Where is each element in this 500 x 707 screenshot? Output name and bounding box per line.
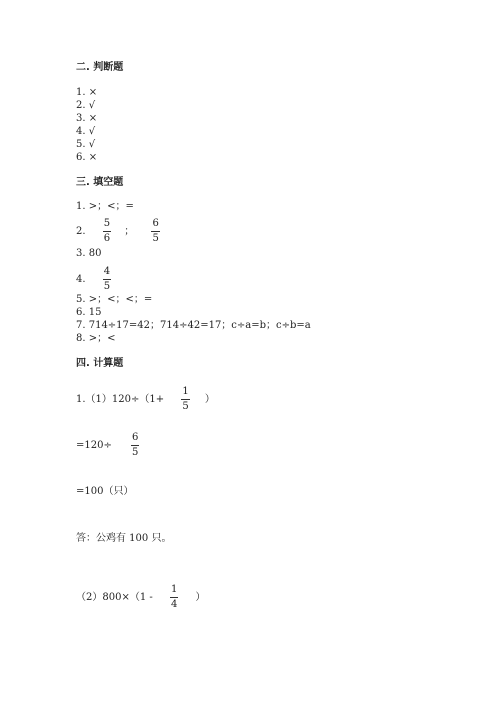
fill-item-6: 6. 15 [76,307,102,318]
calc-line-1-prefix: 1.（1）120÷（1+ [76,394,165,405]
judgement-item-4: 4. √ [76,126,96,137]
fill-item-4-prefix: 4. [76,274,86,285]
fraction-1-4 [170,584,178,611]
fill-item-7: 7. 714÷17=42；714÷42=17；c÷a=b；c÷b=a [76,320,311,331]
fraction-denominator: 6 [103,233,111,244]
judgement-item-1: 1. × [76,87,98,98]
fraction-numerator: 6 [132,432,139,443]
fraction-denominator: 5 [152,233,159,244]
fill-item-2-separator: ； [124,226,135,237]
fill-item-2 [76,218,160,245]
fraction-denominator: 5 [182,401,189,412]
fraction-6-5 [151,218,159,245]
section-heading-fill-blank: 三. 填空题 [76,177,124,188]
calc-line-4-suffix: ） [195,592,206,603]
fraction-bar [151,231,159,232]
calc-line-2-prefix: =120÷ [76,440,112,451]
fill-item-5: 5. >；<；<；= [76,294,153,305]
fraction-6-5-calc [131,432,139,459]
fraction-1-5 [181,386,189,413]
fraction-bar [181,399,189,400]
fill-item-4 [76,266,111,293]
fill-item-8: 8. >；< [76,333,116,344]
fraction-numerator: 5 [103,218,111,229]
fraction-numerator: 4 [103,266,111,277]
fraction-4-5 [103,266,111,293]
calc-line-2 [76,432,139,459]
fraction-bar [103,231,111,232]
section-heading-judgement: 二. 判断题 [76,62,124,73]
fraction-numerator: 1 [182,386,189,397]
fill-item-1: 1. >；<；= [76,201,134,212]
section-heading-calculation: 四. 计算题 [76,358,124,369]
fraction-denominator: 5 [103,281,111,292]
fraction-denominator: 5 [132,447,139,458]
judgement-item-5: 5. √ [76,139,96,150]
judgement-item-2: 2. √ [76,100,96,111]
fraction-numerator: 6 [152,218,159,229]
fraction-denominator: 4 [170,599,178,610]
answer-line: 答：公鸡有 100 只。 [76,533,172,544]
calc-line-1-suffix: ） [204,394,215,405]
fraction-bar [131,445,139,446]
judgement-item-3: 3. × [76,113,98,124]
calc-line-3: =100（只） [76,486,134,497]
fraction-5-6 [103,218,111,245]
fraction-bar [103,279,111,280]
calc-line-1 [76,386,215,413]
calc-line-4-prefix: （2）800×（1 - [76,592,153,603]
fraction-bar [170,597,178,598]
fill-item-2-prefix: 2. [76,226,86,237]
calc-line-4 [76,584,206,611]
judgement-item-6: 6. × [76,152,98,163]
fraction-numerator: 1 [170,584,178,595]
fill-item-3: 3. 80 [76,248,102,259]
